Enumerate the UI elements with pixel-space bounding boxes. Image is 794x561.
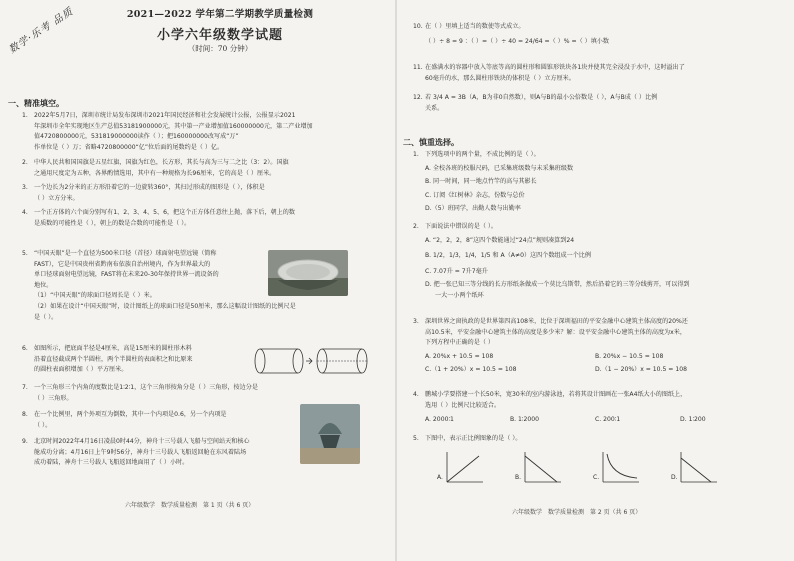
question-text: 值4720800000元，531819000000读作（ ）；把160000000改写成“万” <box>34 133 239 141</box>
question-text: 关系。 <box>425 104 444 112</box>
question-1-12 <box>413 93 788 114</box>
question-2-1 <box>413 150 783 215</box>
option-d: D.（1 − 20%）x = 10.5 = 108 <box>595 366 687 374</box>
question-text: 之通用尺度定为五种，各界酌情选用，其中有一种规格为长96厘米，它的高是（ ）厘米。 <box>34 169 276 177</box>
graph-a-label: A. <box>437 474 443 481</box>
question-text: 地位。 <box>34 281 53 289</box>
option-c: C. 7.07升 = 7升7毫升 <box>425 267 488 275</box>
question-text: 作单位是（ ）万；省略4720800000“亿”位后面的尾数约是（ ）亿。 <box>34 143 224 151</box>
option-c: C.（1 + 20%）x = 10.5 = 108 <box>425 366 517 374</box>
option-d: D.（5）班同学，出勤人数与出勤率 <box>425 205 521 213</box>
question-number: 10. <box>413 23 423 30</box>
question-text: 沿着直径截成两个半圆柱，两个半圆柱的表面积之和比原来 <box>34 355 193 363</box>
question-number: 7. <box>22 384 28 391</box>
question-number: 5. <box>413 435 419 442</box>
question-number: 2. <box>22 159 28 166</box>
graph-b-icon <box>523 450 563 484</box>
question-1-11 <box>413 63 788 84</box>
exam-time: （时间：70 分钟） <box>187 44 253 53</box>
question-1-4 <box>22 208 392 229</box>
question-text: （ ）三角形。 <box>34 394 73 402</box>
question-text: 选用（ ）比例尺比较适合。 <box>425 401 501 409</box>
question-2-3 <box>413 317 788 376</box>
question-1-9 <box>22 437 307 469</box>
question-number: 4. <box>22 209 28 216</box>
question-text: 在一个比例里，两个外项互为倒数，其中一个内项是0.6，另一个内项是 <box>34 411 227 418</box>
question-text: 是（ ）。 <box>34 313 58 321</box>
cylinder-diagram-icon <box>254 346 372 376</box>
question-text: 下面说法中错误的是（ ）。 <box>425 223 498 230</box>
option-a: A. 全校各班的校服尺码，已采集班级数与未采集班级数 <box>425 164 574 172</box>
graph-d-icon <box>679 450 719 484</box>
spacecraft-photo-icon <box>300 404 360 464</box>
question-number: 1. <box>22 112 28 119</box>
question-number: 5. <box>22 250 28 257</box>
graph-c-label: C. <box>593 474 600 481</box>
question-1-7 <box>22 383 392 404</box>
question-text: 单口径球面射电望远镜，FAST将在未来20-30年保持世界一流设备的 <box>34 271 219 279</box>
question-text: 是质数的可能性是（ ），朝上的数是合数的可能性是（ ）。 <box>34 219 191 227</box>
graph-c-icon <box>601 450 641 484</box>
question-text: 下列方程中正确的是（ ） <box>425 339 494 347</box>
option-b: B. 20%x − 10.5 = 108 <box>595 352 664 360</box>
question-2-2 <box>413 222 783 302</box>
question-2-4 <box>413 390 788 426</box>
option-c: C. 订阅《红树林》杂志，份数与总价 <box>425 191 525 199</box>
question-text: 一个边长为2分米的正方形沿着它的一边旋转360°，其扫过形成的图形是（ ），体积是 <box>34 184 265 191</box>
section1-title: 一、精准填空。 <box>8 99 64 108</box>
graph-a-icon <box>445 450 485 484</box>
question-text: 一个三角形三个内角的度数比是1∶2∶1，这个三角形按角分是（ ）三角形，按边分是 <box>34 384 258 391</box>
question-1-3 <box>22 183 392 204</box>
graph-d-label: D. <box>671 474 678 481</box>
question-text: 在（ ）里填上适当的数使等式成立。 <box>425 23 525 30</box>
section2-title: 二、慎重选择。 <box>403 138 459 147</box>
option-d: D. 1∶200 <box>680 416 706 424</box>
option-d-cont: 一大一小两个纸环 <box>435 291 484 299</box>
option-a: A. 20%x + 10.5 = 108 <box>425 352 494 360</box>
question-1-2 <box>22 158 392 179</box>
question-number: 11. <box>413 64 423 71</box>
question-text: 年深圳市全年实现地区生产总值53181900000元，其中第一产业增加值160000000元，第二产业增加 <box>34 122 313 130</box>
footer-left: 六年级数学 数学质量检测 第 1 页（共 6 页） <box>125 502 255 509</box>
footer-right: 六年级数学 数学质量检测 第 2 页（共 6 页） <box>512 509 642 516</box>
question-text: 中华人民共和国国旗是五星红旗，国旗为红色，长方形，其长与高为三与二之比（3：2）。国旗 <box>34 159 289 166</box>
question-number: 12. <box>413 94 423 101</box>
question-text: 成功着陆，神舟十三号载人飞船返回地面用了（ ）小时。 <box>34 459 189 467</box>
question-number: 6. <box>22 345 28 352</box>
question-text: FAST），它是中国贵州省黔南布依族自治州境内，作为世界最大的 <box>34 260 211 268</box>
question-text: 下图中，表示正比例图象的是（ ）。 <box>425 435 522 442</box>
question-text: “中国天眼”是一个直径为500米口径（首径）球面射电望远镜（简称 <box>34 250 217 257</box>
question-text: （2）如果在设计“中国天眼”时，设计图纸上的球面口径是50厘米，那么这幅设计图纸的比例尺是 <box>34 302 296 310</box>
question-number: 3. <box>413 318 419 325</box>
question-text: 的圆柱表面积增加（ ）平方厘米。 <box>34 366 128 374</box>
exam-year-title: 2021—2022 学年第二学期教学质量检测 <box>126 9 314 20</box>
exam-main-title: 小学六年级数学试题 <box>156 28 283 43</box>
option-b: B. 同一时间，同一地点竹竿的高与其影长 <box>425 178 537 186</box>
question-text: 2022年5月7日，深圳市统计局发布深圳市2021年国民经济和社会发展统计公报，公报显示2021 <box>34 112 296 119</box>
question-number: 4. <box>413 391 419 398</box>
question-text: 如图所示，把底面半径是4厘米，高是15厘米的圆柱形木料 <box>34 345 192 352</box>
question-number: 3. <box>22 184 28 191</box>
question-number: 2. <box>413 223 419 230</box>
question-text: 若 3/4 A = 3B（A，B为非0自然数），则A与B的最小公倍数是（ ），A与B成（ ）比例 <box>425 94 658 101</box>
question-number: 9. <box>22 438 28 445</box>
question-text: 60毫升的水，那么圆柱形铁块的体积是（ ）立方厘米。 <box>425 74 575 82</box>
question-text: （1）“中国天眼”的球面口径周长是（ ）米。 <box>34 292 156 300</box>
question-number: 1. <box>413 151 419 158</box>
handwritten-note <box>5 0 113 94</box>
question-text: 下列选项中的两个量，不成比例的是（ ）。 <box>425 151 540 158</box>
option-b: B. 1/2，1/3，1/4，1/5 和 A（A≠0）这四个数组成一个比例 <box>425 252 591 260</box>
option-c: C. 200∶1 <box>595 416 621 424</box>
question-text: 深圳世界之窗执政的是世界第四高108米，比位于深圳福田的平安金融中心建筑主体高度的20%还 <box>425 318 688 325</box>
question-text: 一个正方体的六个面分别写有1、2、3、4、5、6，把这个正方体任意往上抛，落下后，朝上的数 <box>34 209 295 216</box>
option-a: A. “2，2，2，8”这四个数能通过“24点”规则凑算到24 <box>425 236 575 244</box>
option-b: B. 1∶2000 <box>510 416 540 424</box>
option-d: D. 把一张已知三等分线的长方形纸条做成一个莫比乌斯带，然后沿着它的三等分线剪开，可以得到 <box>425 281 690 289</box>
question-1-8 <box>22 410 292 431</box>
question-number: 8. <box>22 411 28 418</box>
question-text: 北京时间2022年4月16日凌晨0时44分，神舟十三号载人飞船与空间站天和核心 <box>34 438 250 445</box>
option-a: A. 2000∶1 <box>425 416 454 424</box>
question-2-5 <box>413 434 783 445</box>
question-text: （ ）。 <box>34 421 52 429</box>
question-1-1 <box>22 111 392 153</box>
question-text: 舱成功分离；4月16日上午9时56分，神舟十三号载人飞船返回舱在东风着陆场 <box>34 448 247 456</box>
question-1-10 <box>413 22 783 47</box>
question-text: （ ）立方分米。 <box>34 194 79 202</box>
right-page <box>397 0 794 561</box>
question-text: （ ）÷ 8 = 9 ：（ ）=（ ）÷ 40 = 24/64 =（ ）% =（ ）填小数 <box>425 37 609 45</box>
question-text: 高10.5米，平安金融中心建筑主体的高度是多少米？解：设平安金融中心建筑主体的高度为x米， <box>425 328 686 336</box>
telescope-photo-icon <box>268 250 348 296</box>
handwriting-text: 数学·乐考 品质 <box>7 6 76 56</box>
question-1-6 <box>22 344 262 376</box>
graph-b-label: B. <box>515 474 522 481</box>
question-text: 鹏城小学要搭建一个长50米，宽30米的室内游泳池，若将其设计图画在一张A4纸大小的图纸上， <box>425 391 687 398</box>
question-text: 在盛满水的容器中放入等底等高的圆柱形和圆锥形铁块各1块并使其完全浸没于水中，这时溢出了 <box>425 64 685 71</box>
